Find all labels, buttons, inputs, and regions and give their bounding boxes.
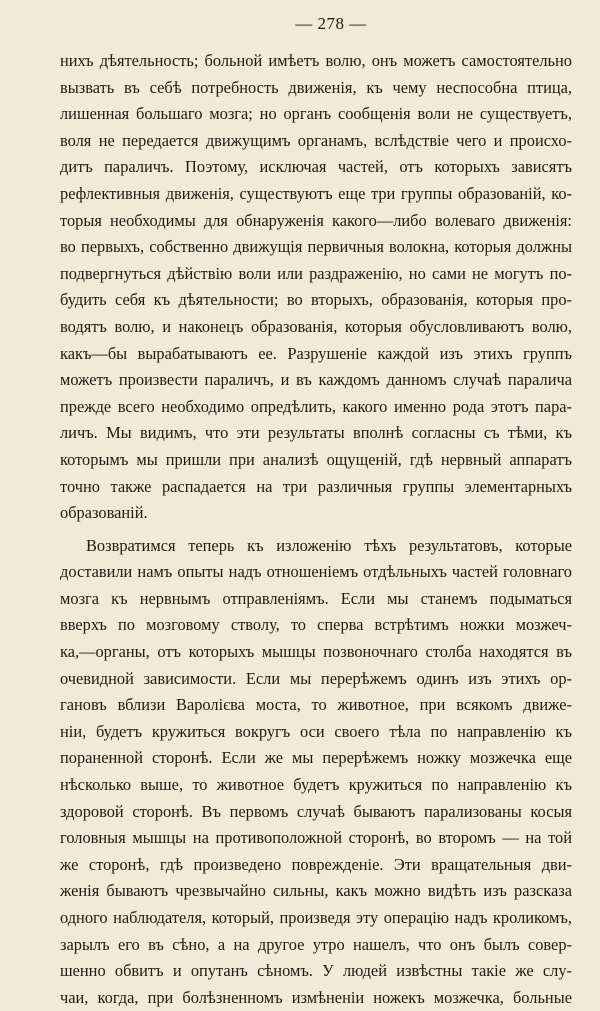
text-line: чаи, когда, при болѣзненномъ измѣненіи ножекъ мозжечка, больные [60, 987, 572, 1007]
text-line: подвергнуться дѣйствію воли или раздраженію, но сами не могутъ по- [60, 263, 572, 283]
text-line: точно также распадается на три различныя группы элементарныхъ [60, 476, 572, 496]
text-line: доставили намъ опыты надъ отношеніемъ отдѣльныхъ частей головнаго [60, 562, 572, 582]
text-line: вверхъ по мозговому стволу, то сперва встрѣтимъ ножки мозжеч- [60, 615, 572, 635]
text-line: можетъ произвести параличъ, и въ каждомъ данномъ случаѣ паралича [60, 370, 572, 390]
paragraph-2 [60, 533, 572, 1011]
text-line: во первыхъ, собственно движущія первичныя волокна, которыя должны [60, 237, 572, 257]
text-line: мозга къ нервнымъ отправленіямъ. Если мы станемъ подыматься [60, 588, 572, 608]
text-line: женія бываютъ чрезвычайно сильны, какъ можно видѣть изъ разсказа [60, 881, 572, 901]
text-line: личъ. Мы видимъ, что эти результаты вполнѣ согласны съ тѣми, къ [60, 423, 572, 443]
text-line: головныя мышцы на противоположной сторонѣ, во второмъ — на той [60, 828, 572, 848]
text-line: ніи, будетъ кружиться вокругъ оси своего тѣла по направленію къ [60, 721, 572, 741]
page-number: — 278 — [295, 14, 367, 33]
text-line: шенно обвитъ и опутанъ сѣномъ. У людей извѣстны такіе же слу- [60, 961, 572, 981]
text-line: ка,—органы, отъ которыхъ мышцы позвоночнаго столба находятся въ [60, 642, 572, 662]
text-line: пораненной сторонѣ. Если же мы перерѣжемъ ножку мозжечка еще [60, 748, 572, 768]
text-line: прежде всего необходимо опредѣлить, какого именно рода этотъ пара- [60, 396, 572, 416]
text-line: будить себя къ дѣятельности; во вторыхъ, образованія, которыя про- [60, 290, 572, 310]
text-line: какъ—бы вырабатываютъ ее. Разрушеніе каждой изъ этихъ группъ [60, 343, 572, 363]
text-line: торыя необходимы для обнаруженія какого—либо волеваго движенія: [60, 210, 572, 230]
text-line: дитъ параличъ. Поэтому, исключая частей, отъ которыхъ зависятъ [60, 157, 572, 177]
text-line: гановъ вблизи Варолієва моста, то животное, при всякомъ движе- [60, 695, 572, 715]
text-line: здоровой сторонѣ. Въ первомъ случаѣ бываютъ парализованы косыя [60, 801, 572, 821]
text-line: же сторонѣ, гдѣ произведено поврежденіе. Эти вращательныя дви- [60, 854, 572, 874]
text-line: которымъ мы пришли при анализѣ ощущеній, гдѣ нервный аппаратъ [60, 449, 572, 469]
text-line: вызвать въ себѣ потребность движенія, къ чему неспособна птица, [60, 77, 572, 97]
text-line: зарылъ его въ сѣно, а на другое утро нашелъ, что онъ былъ совер- [60, 934, 572, 954]
text-line: воля не передается движущимъ органамъ, вслѣдствіе чего и происхо- [60, 130, 572, 150]
text-line: образованій. [60, 503, 148, 523]
text-line: рефлективныя движенія, существуютъ еще три группы образованій, ко- [60, 183, 572, 203]
text-line: Возвратимся теперь къ изложенію тѣхъ результатовъ, которые [86, 535, 572, 555]
text-line: нихъ дѣятельность; больной имѣетъ волю, онъ можетъ самостоятельно [60, 51, 572, 70]
text-line: очевидной зависимости. Если мы перерѣжемъ одинъ изъ этихъ ор- [60, 668, 572, 688]
text-line: водятъ волю, и наконецъ образованія, которыя обусловливаютъ волю, [60, 316, 572, 336]
text-line: одного наблюдателя, который, произведя эту операцію надъ кроликомъ, [60, 908, 572, 927]
text-line: лишенная большаго мозга; но органъ сообщенія воли не существуетъ, [60, 104, 572, 124]
text-line: нѣсколько выше, то животное будетъ кружиться по направленію къ [60, 775, 572, 795]
paragraph-1 [60, 48, 572, 527]
